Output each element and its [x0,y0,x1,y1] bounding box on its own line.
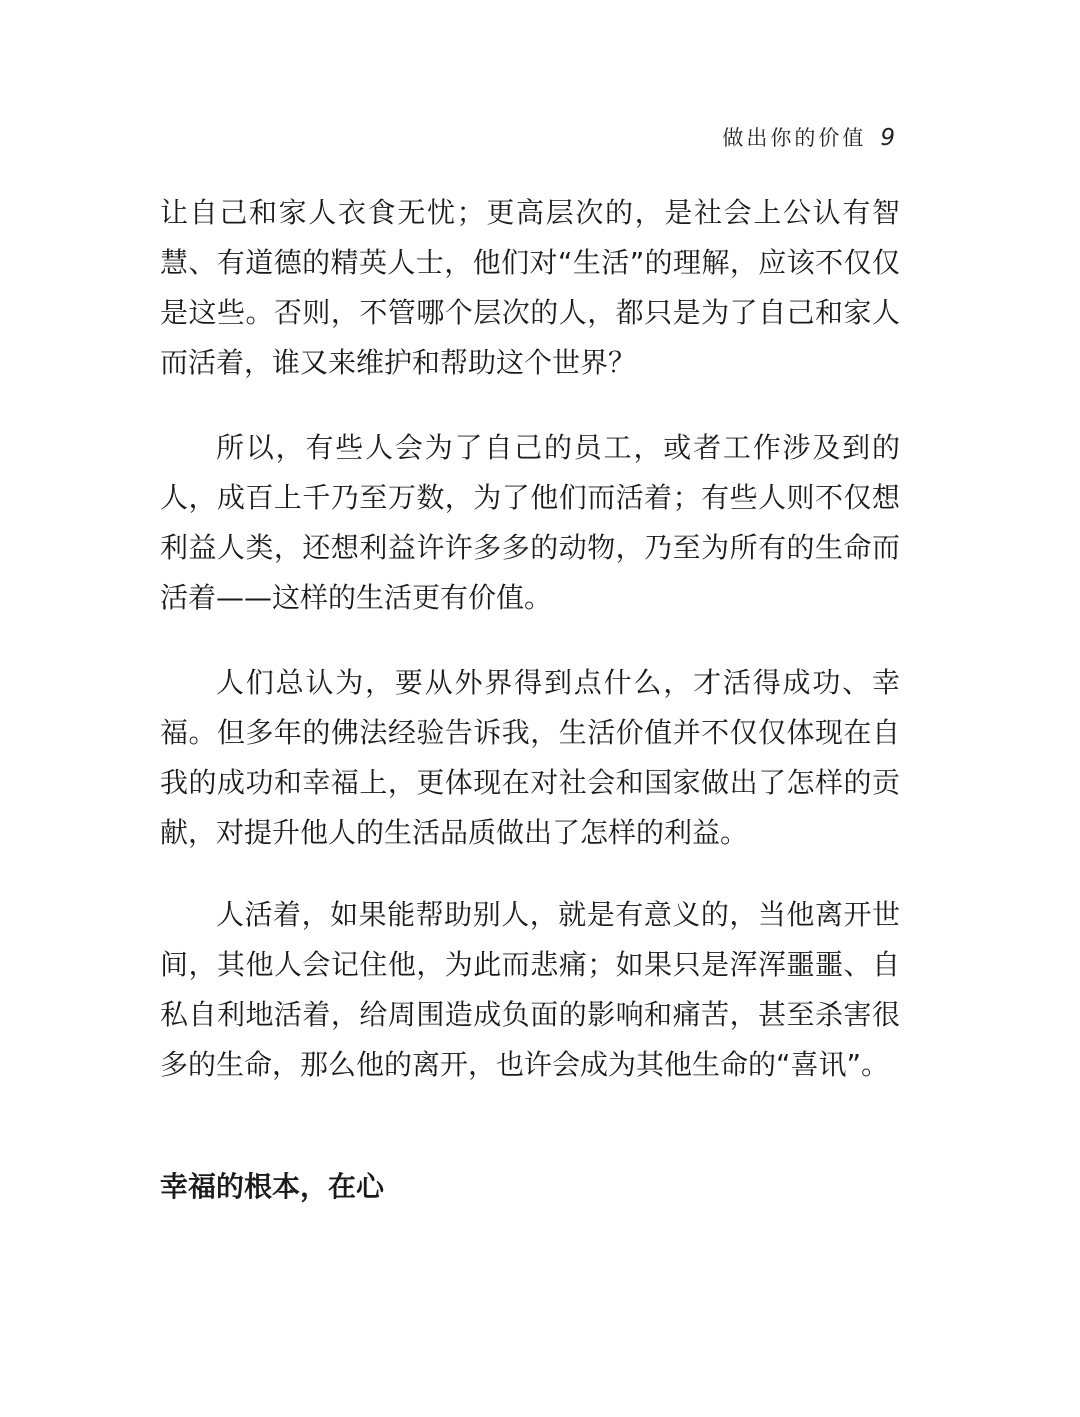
paragraph-3 [160,658,900,858]
paragraph-text: 人们总认为，要从外界得到点什么，才活得成功、幸福。但多年的佛法经验告诉我，生活价值并不仅仅体现在自我的成功和幸福上，更体现在对社会和国家做出了怎样的贡献，对提升他人的生活品质做出了怎样的利益。 [160,666,900,849]
paragraph-text: 人活着，如果能帮助别人，就是有意义的，当他离开世间，其他人会记住他，为此而悲痛；如果只是浑浑噩噩、自私自利地活着，给周围造成负面的影响和痛苦，甚至杀害很多的生命，那么他的离开，也许会成为其他生命的“喜讯”。 [160,898,900,1081]
section-heading: 幸福的根本，在心 [160,1170,385,1203]
running-header [722,122,898,152]
chapter-title: 做出你的价值 [722,126,867,150]
page-number: 9 [880,125,898,151]
paragraph-2 [160,423,900,623]
paragraph-text: 所以，有些人会为了自己的员工，或者工作涉及到的人，成百上千乃至万数，为了他们而活着；有些人则不仅想利益人类，还想利益许许多多的动物，乃至为所有的生命而活着——这样的生活更有价值。 [160,431,900,614]
paragraph-text: 让自己和家人衣食无忧；更高层次的，是社会上公认有智慧、有道德的精英人士，他们对“生活”的理解，应该不仅仅是这些。否则，不管哪个层次的人，都只是为了自己和家人而活着，谁又来维护和帮助这个世界？ [160,196,900,379]
paragraph-4 [160,890,900,1090]
paragraph-continuation [160,188,900,388]
